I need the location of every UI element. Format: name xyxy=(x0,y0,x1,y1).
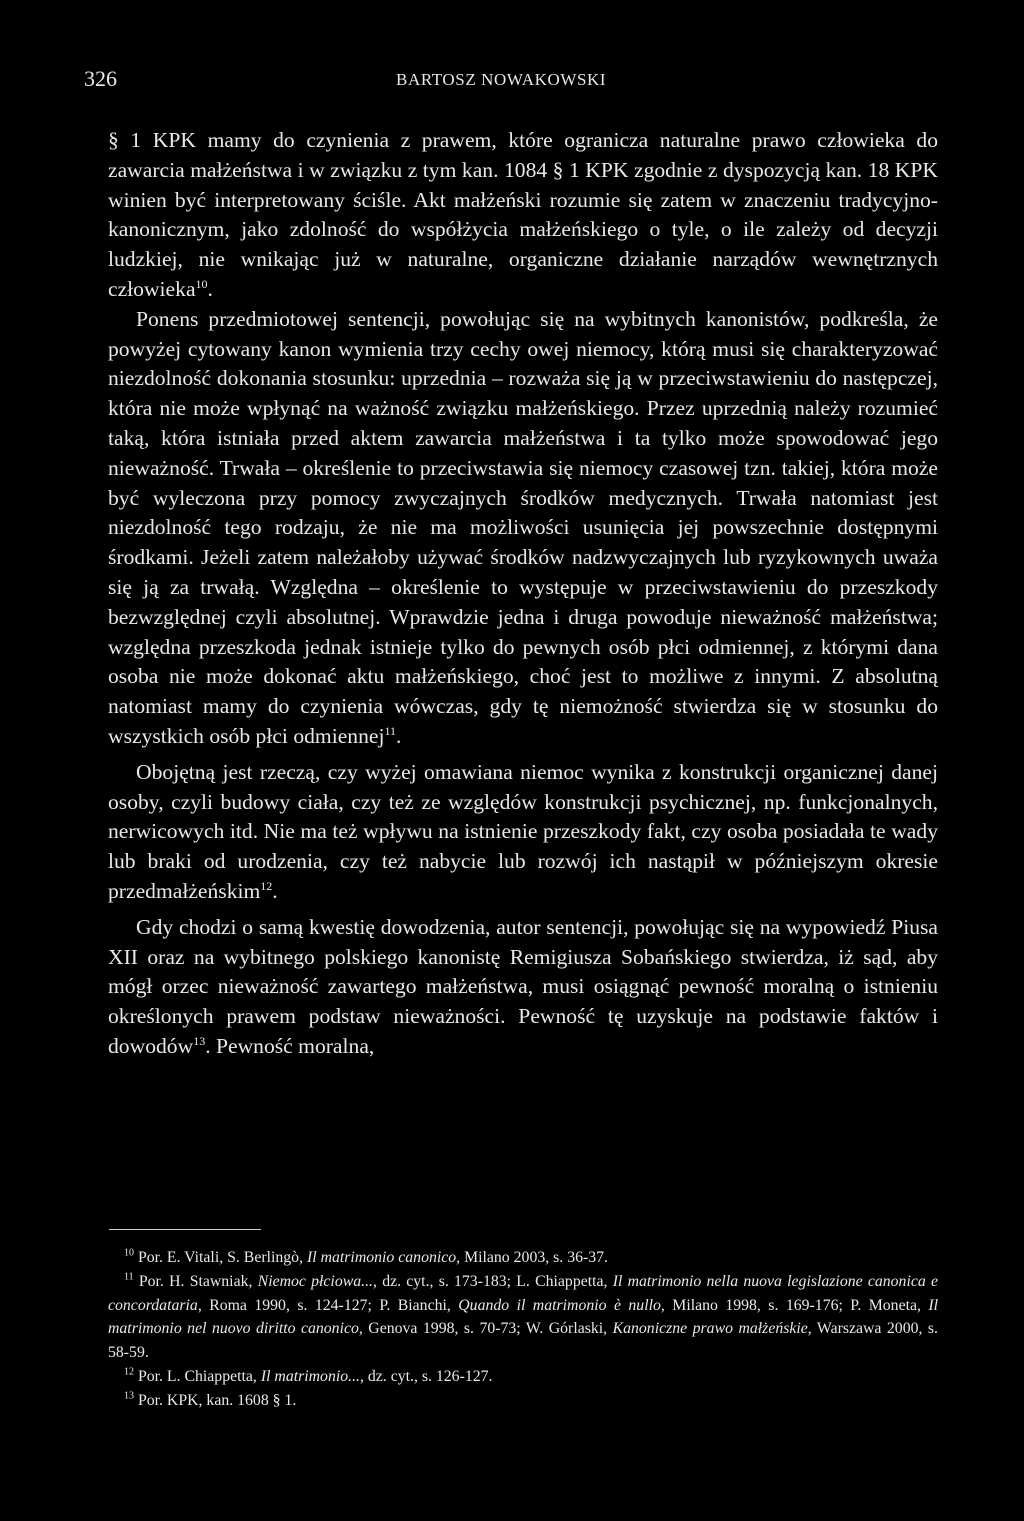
footnote-text: , Milano 1998, s. 169-176; P. Moneta, xyxy=(660,1296,929,1314)
footnote-text: , dz. cyt., s. 126-127. xyxy=(359,1367,493,1385)
footnote-number: 10 xyxy=(124,1247,134,1259)
footnotes xyxy=(108,1246,938,1413)
paragraph-4 xyxy=(108,913,938,1062)
paragraph-3-text: Obojętną jest rzeczą, czy wyżej omawiana niemoc wynika z konstrukcji organicznej danej osoby, czyli budowy ciała, czy też ze względów konstrukcji psychicznej, np. funkcjonalnych, nerwicowych itd. Nie ma też wpływu na istnienie przeszkody fakt, czy osoba posiadała te wady lub braki od urodzenia, czy też nabycie lub rozwój ich nastąpił w późniejszym okresie przedmałżeńskim xyxy=(108,759,938,903)
footnote-title: Kanoniczne prawo małżeńskie xyxy=(612,1320,808,1338)
footnote-12 xyxy=(108,1365,938,1389)
footnote-number: 13 xyxy=(124,1390,134,1402)
footnote-ref-10: 10 xyxy=(195,276,208,291)
running-head: BARTOSZ NOWAKOWSKI xyxy=(396,70,607,89)
footnote-11 xyxy=(108,1270,938,1365)
paragraph-4-text: Gdy chodzi o samą kwestię dowodzenia, autor sentencji, powołując się na wypowiedź Piusa XII oraz na wybitnego polskiego kanonistę Remigiusza Sobańskiego stwierdza, iż sąd, aby mógł orzec nieważność zawartego małżeństwa, musi osiągnąć pewność moralną o istnieniu określonych prawem podstaw nieważności. Pewność tę uzyskuje na podstawie faktów i dowodów xyxy=(108,914,938,1058)
footnote-title: Il matrimonio nel nuovo diritto canonico xyxy=(108,1296,939,1338)
paragraph-1 xyxy=(108,126,938,305)
main-text xyxy=(108,126,938,1062)
footnote-text: , Genova 1998, s. 70-73; W. Górlaski, xyxy=(358,1320,613,1338)
footnote-text: , Milano 2003, s. 36-37. xyxy=(456,1249,608,1266)
footnote-text: , Roma 1990, s. 124-127; P. Bianchi, xyxy=(197,1296,459,1314)
paragraph-2-tail: . xyxy=(396,723,402,748)
footnote-number: 11 xyxy=(124,1271,134,1283)
paragraph-3 xyxy=(108,758,938,907)
footnote-number: 12 xyxy=(124,1366,134,1378)
footnote-title: Quando il matrimonio è nullo xyxy=(458,1296,661,1314)
footnote-ref-12: 12 xyxy=(260,878,273,893)
footnote-text: , Warszawa 2000, s. 58-59. xyxy=(108,1320,938,1362)
paragraph-2 xyxy=(108,305,938,752)
paragraph-1-text: § 1 KPK mamy do czynienia z prawem, które ogranicza naturalne prawo człowieka do zawarcia małżeństwa i w związku z tym kan. 1084 § 1 KPK zgodnie z dyspozycją kan. 18 KPK winien być interpretowany ściśle. Akt małżeński rozumie się zatem w znaczeniu tradycyjno-kanonicznym, jako zdolność do współżycia małżeńskiego o tyle, o ile zależy od decyzji ludzkiej, nie wnikając już w naturalne, organiczne działanie narządów wewnętrznych człowieka xyxy=(108,128,938,301)
footnote-title: Il matrimonio canonico xyxy=(306,1249,457,1266)
paragraph-2-text: Ponens przedmiotowej sentencji, powołując się na wybitnych kanonistów, podkreśla, że powyżej cytowany kanon wymienia trzy cechy owej niemocy, którą musi się charakteryzować niezdolność dokonania stosunku: uprzednia – rozważa się ją w przeciwstawieniu do następczej, która nie może wpłynąć na ważność związku małżeńskiego. Przez uprzednią należy rozumieć taką, która istniała przed aktem zawarcia małżeństwa i ta tylko może spowodować jego nieważność. Trwała – określenie to przeciwstawia się niemocy czasowej tzn. takiej, która może być wyleczona przy pomocy zwyczajnych środków medycznych. Trwała natomiast jest niezdolność tego rodzaju, że nie ma możliwości usunięcia jej powszechnie dostępnymi środkami. Jeżeli zatem należałoby używać środków nadzwyczajnych lub ryzykownych uważa się ją za trwałą. Względna – określenie to występuje w przeciwstawieniu do przeszkody bezwzględnej czyli absolutnej. Wprawdzie jedna i druga powoduje nieważność małżeństwa; względna przeszkoda jednak istnieje tylko do pewnych osób płci odmiennej, z którymi dana osoba nie może dokonać aktu małżeńskiego, choć jest to możliwe z innymi. Z absolutną natomiast mamy do czynienia wówczas, gdy tę niemożność stwierdza się w stosunku do wszystkich osób płci odmiennej xyxy=(108,306,938,748)
footnote-10 xyxy=(108,1246,938,1270)
paragraph-3-tail: . xyxy=(272,878,278,903)
paragraph-4-tail: . Pewność moralna, xyxy=(205,1033,375,1058)
page-header xyxy=(84,66,942,98)
footnote-title: Il matrimonio... xyxy=(260,1367,360,1385)
footnote-ref-13: 13 xyxy=(193,1033,206,1048)
footnote-text: Por. E. Vitali, S. Berlingò, xyxy=(134,1249,307,1266)
paragraph-1-tail: . xyxy=(207,276,213,301)
footnote-title: Il matrimonio nella nuova legislazione canonica e concordataria xyxy=(108,1272,938,1314)
footnote-text: Por. KPK, kan. 1608 § 1. xyxy=(134,1391,297,1409)
footnote-13 xyxy=(108,1389,938,1413)
footnote-title: Niemoc płciowa... xyxy=(257,1272,374,1290)
footnote-text: Por. L. Chiappetta, xyxy=(134,1367,261,1385)
footnote-text: , dz. cyt., s. 173-183; L. Chiappetta, xyxy=(373,1272,613,1290)
footnote-separator xyxy=(109,1229,261,1230)
footnote-text: Por. H. Stawniak, xyxy=(133,1272,258,1290)
footnote-ref-11: 11 xyxy=(384,723,397,738)
page-number: 326 xyxy=(84,66,117,91)
